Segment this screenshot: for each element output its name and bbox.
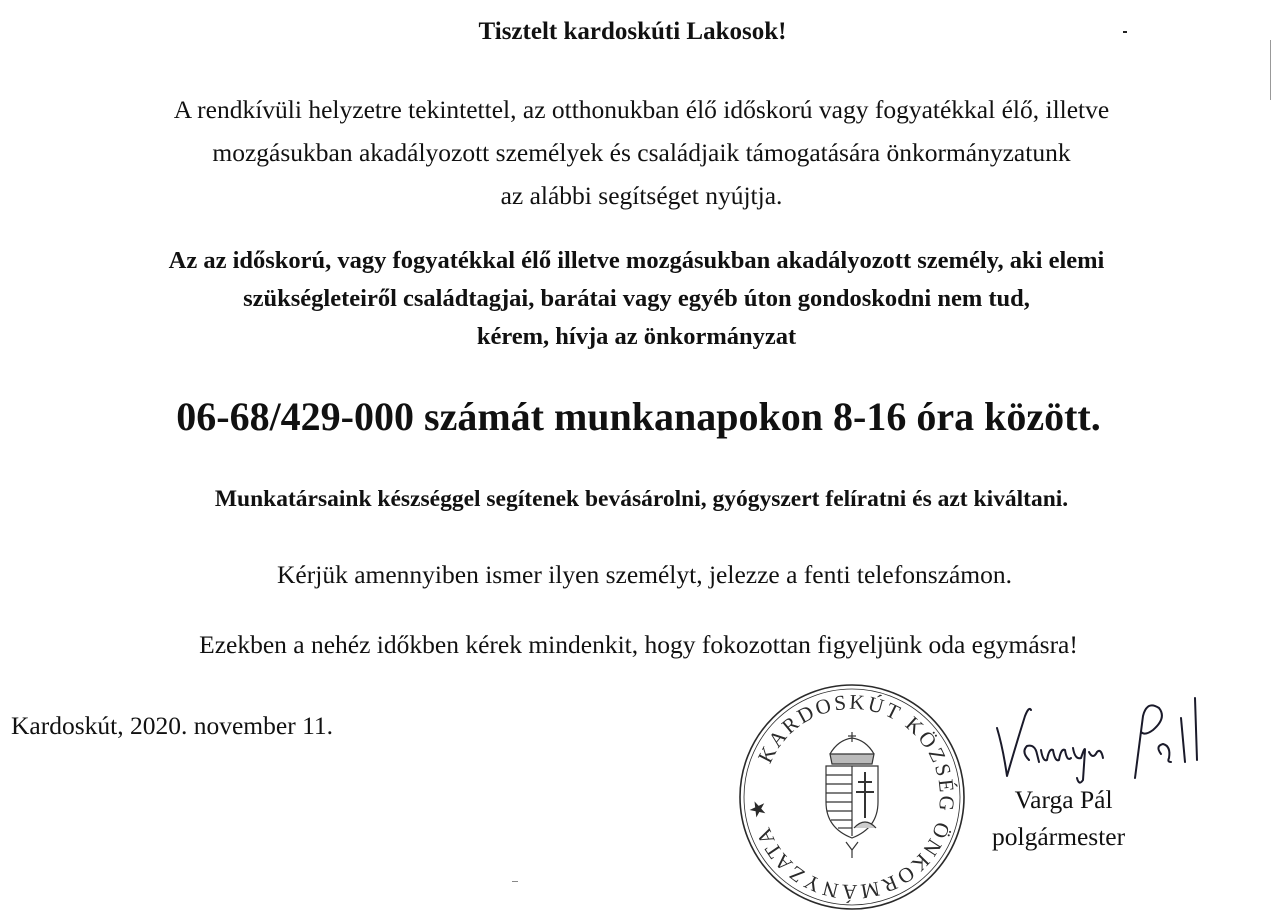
scan-speck bbox=[512, 881, 518, 882]
eligibility-paragraph bbox=[0, 242, 1275, 356]
scan-edge bbox=[1270, 40, 1271, 100]
eligibility-line: szükségleteiről családtagjai, barátai vagy egyéb úton gondoskodni nem tud, bbox=[243, 285, 1030, 312]
hungarian-coat-of-arms-icon bbox=[826, 732, 878, 858]
scan-speck bbox=[1123, 31, 1127, 33]
phone-number-line: 06-68/429-000 számát munkanapokon 8-16 óra között. bbox=[176, 394, 1101, 439]
request-line: Kérjük amennyiben ismer ilyen személyt, jelezze a fenti telefonszámon. bbox=[277, 560, 1012, 589]
staff-help-line: Munkatársaink készséggel segítenek bevásárolni, gyógyszert felíratni és azt kiváltani. bbox=[214, 486, 1069, 512]
intro-line: A rendkívüli helyzetre tekintettel, az otthonukban élő időskorú vagy fogyatékkal élő, illetve bbox=[173, 95, 1110, 124]
eligibility-line: Az az időskorú, vagy fogyatékkal élő illetve mozgásukban akadályozott személy, aki elemi bbox=[168, 247, 1105, 274]
closing-line: Ezekben a nehéz időkben kérek mindenkit, hogy fokozottan figyeljünk oda egymásra! bbox=[199, 630, 1078, 659]
greeting-heading: Tisztelt kardoskúti Lakosok! bbox=[478, 18, 787, 45]
intro-line: az alábbi segítséget nyújtja. bbox=[500, 181, 783, 210]
stamp-ring-text: KARDOSKÚT KÖZSÉG ÖNKORMÁNYZATA ★ bbox=[744, 689, 960, 905]
signer-block bbox=[992, 781, 1126, 855]
intro-line: mozgásukban akadályozott személyek és családjaik támogatására önkormányzatunk bbox=[212, 138, 1071, 167]
signer-name: Varga Pál bbox=[1014, 785, 1113, 814]
official-stamp bbox=[735, 680, 969, 914]
eligibility-line: kérem, hívja az önkormányzat bbox=[476, 323, 797, 350]
signer-title: polgármester bbox=[992, 822, 1126, 851]
handwritten-signature bbox=[985, 688, 1215, 788]
date-line: Kardoskút, 2020. november 11. bbox=[11, 711, 333, 740]
intro-paragraph bbox=[3, 88, 1277, 217]
